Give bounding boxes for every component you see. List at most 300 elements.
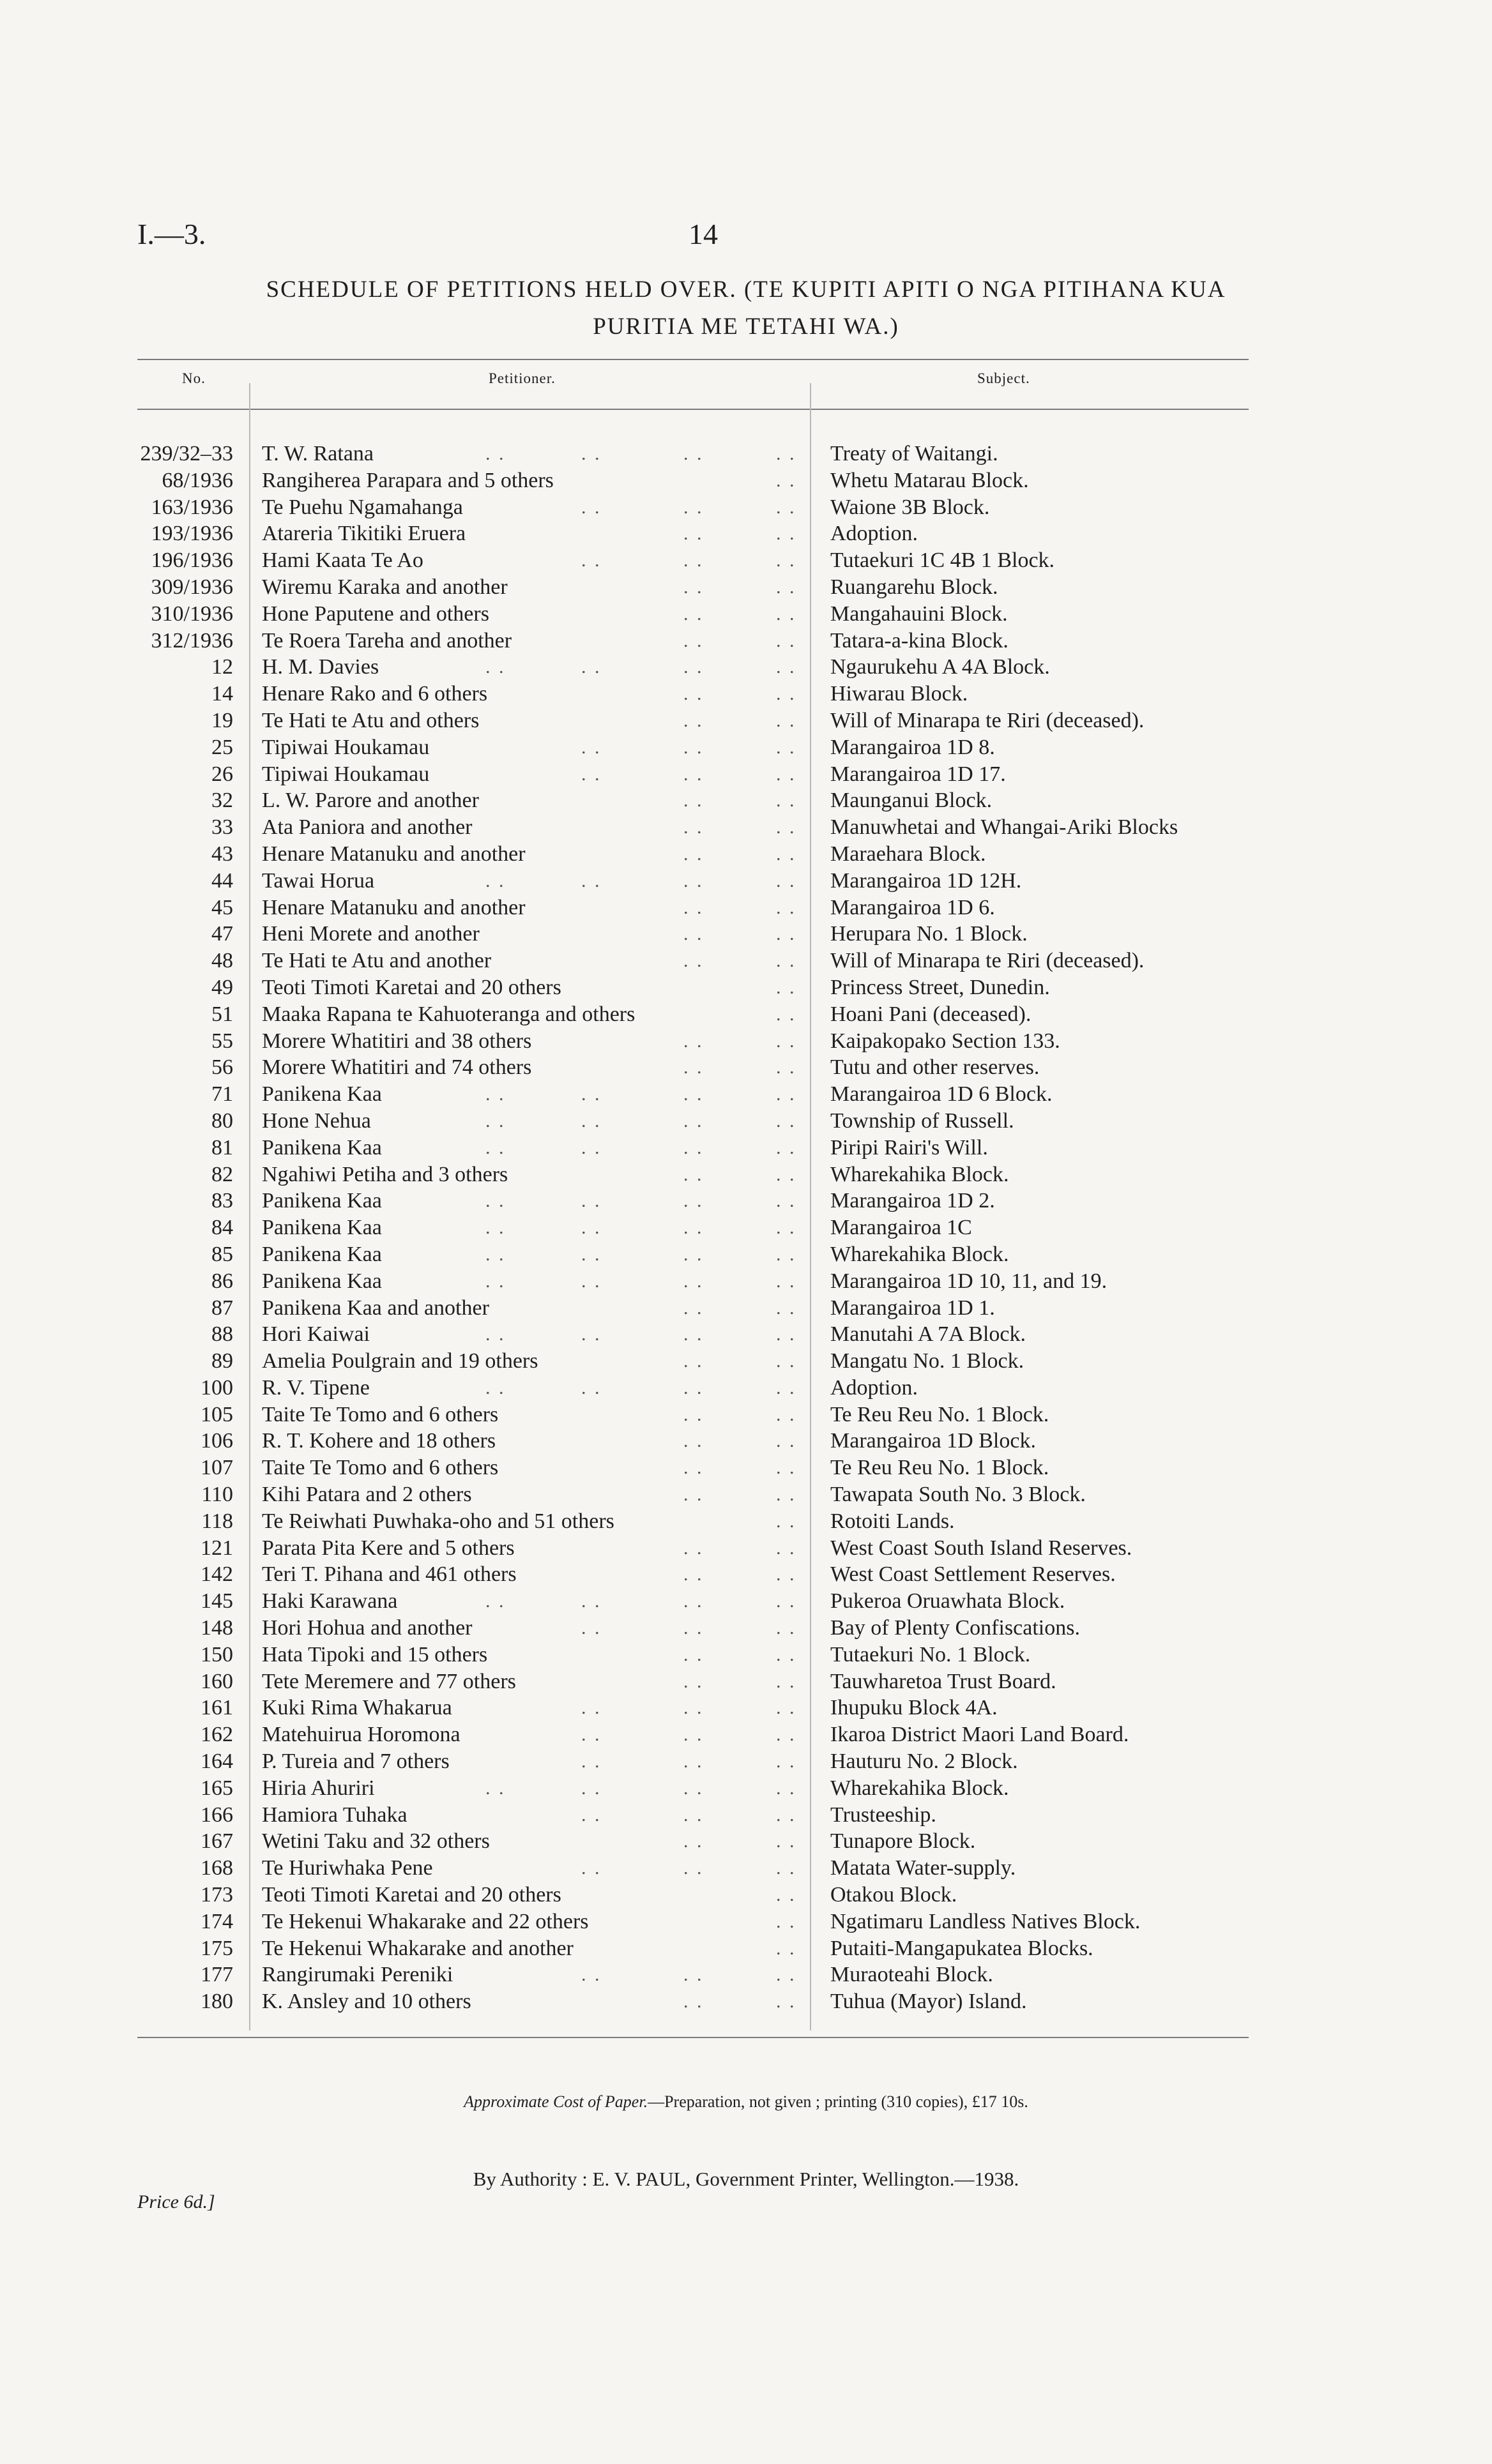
leader-dots: . . — [776, 817, 796, 838]
table-row — [137, 1988, 1249, 2015]
petition-number: 145 — [201, 1589, 233, 1614]
petitioner-name: L. W. Parore and another — [262, 789, 479, 813]
petition-number: 44 — [211, 868, 233, 893]
leader-dots: . . — [776, 1190, 796, 1212]
leader-dots: . . — [683, 870, 704, 891]
petition-number: 309/1936 — [151, 575, 233, 599]
leader-dots: . . — [776, 1564, 796, 1585]
petitioner-name: Hone Paputene and others — [262, 601, 489, 626]
header-bottom-rule — [137, 409, 1249, 410]
petitioner-name: Teri T. Pihana and 461 others — [262, 1562, 517, 1587]
leader-dots: . . — [683, 1430, 704, 1452]
leader-dots: . . — [581, 1190, 602, 1212]
leader-dots: . . — [581, 496, 602, 518]
petition-subject: Marangairoa 1D 10, 11, and 19. — [830, 1269, 1108, 1293]
petition-subject: Ihupuku Block 4A. — [830, 1696, 998, 1720]
petition-subject: Wharekahika Block. — [830, 1242, 1009, 1266]
leader-dots: . . — [581, 1377, 602, 1398]
petition-number: 47 — [211, 922, 233, 946]
leader-dots: . . — [683, 603, 704, 624]
leader-dots: . . — [776, 1964, 796, 1986]
petitioner-name: Wetini Taku and 32 others — [262, 1829, 490, 1854]
table-row — [137, 707, 1249, 734]
leader-dots: . . — [683, 443, 704, 464]
table-row — [137, 1481, 1249, 1508]
petition-subject: Trusteeship. — [830, 1803, 936, 1827]
leader-dots: . . — [776, 1457, 796, 1479]
petition-number: 43 — [211, 842, 233, 866]
petition-number: 161 — [201, 1696, 233, 1720]
table-row — [137, 441, 1249, 467]
table-row — [137, 1081, 1249, 1108]
leader-dots: . . — [776, 1084, 796, 1105]
leader-dots: . . — [776, 1991, 796, 2013]
table-row — [137, 1214, 1249, 1241]
leader-dots: . . — [683, 1190, 704, 1212]
leader-dots: . . — [776, 1591, 796, 1612]
petitioner-name: Panikena Kaa — [262, 1082, 382, 1107]
leader-dots: . . — [683, 1831, 704, 1852]
petition-subject: Matata Water-supply. — [830, 1856, 1016, 1880]
leader-dots: . . — [776, 1350, 796, 1372]
leader-dots: . . — [776, 1137, 796, 1158]
petition-subject: Marangairoa 1D 17. — [830, 762, 1006, 786]
leader-dots: . . — [485, 656, 506, 678]
table-row — [137, 1321, 1249, 1348]
petition-subject: Marangairoa 1D Block. — [830, 1429, 1036, 1453]
petitioner-name: Panikena Kaa — [262, 1135, 382, 1160]
petition-subject: Mangatu No. 1 Block. — [830, 1349, 1024, 1373]
petition-subject: Bay of Plenty Confiscations. — [830, 1616, 1080, 1640]
petition-number: 51 — [211, 1002, 233, 1026]
leader-dots: . . — [776, 790, 796, 812]
petition-subject: Tunapore Block. — [830, 1829, 976, 1854]
petition-subject: Marangairoa 1D 1. — [830, 1296, 995, 1320]
leader-dots: . . — [776, 603, 796, 624]
petitioner-name: Tete Meremere and 77 others — [262, 1669, 516, 1693]
petitioner-name: Ata Paniora and another — [262, 815, 473, 840]
petition-subject: Whetu Matarau Block. — [830, 468, 1029, 492]
petitions-table — [137, 441, 1249, 2015]
leader-dots: . . — [581, 1110, 602, 1131]
page-code: I.—3. — [137, 218, 206, 250]
leader-dots: . . — [683, 550, 704, 571]
leader-dots: . . — [776, 523, 796, 545]
table-row — [137, 494, 1249, 521]
leader-dots: . . — [776, 1910, 796, 1932]
leader-dots: . . — [776, 1057, 796, 1078]
petition-subject: Muraoteahi Block. — [830, 1963, 993, 1987]
petition-subject: Tauwharetoa Trust Board. — [830, 1669, 1056, 1693]
petitioner-name: Kihi Patara and 2 others — [262, 1483, 472, 1507]
petition-subject: Marangairoa 1D 8. — [830, 735, 995, 759]
petitioner-name: Teoti Timoti Karetai and 20 others — [262, 975, 561, 999]
leader-dots: . . — [776, 1003, 796, 1025]
petition-number: 148 — [201, 1616, 233, 1640]
leader-dots: . . — [485, 1110, 506, 1131]
petitioner-name: Hiria Ahuriri — [262, 1776, 375, 1800]
leader-dots: . . — [683, 1724, 704, 1746]
leader-dots: . . — [683, 1991, 704, 2013]
table-row — [137, 1908, 1249, 1935]
table-row — [137, 1961, 1249, 1988]
leader-dots: . . — [581, 1777, 602, 1799]
leader-dots: . . — [776, 1484, 796, 1506]
table-row — [137, 654, 1249, 681]
petition-number: 164 — [201, 1750, 233, 1774]
petitioner-name: Te Roera Tareha and another — [262, 628, 512, 653]
leader-dots: . . — [683, 817, 704, 838]
leader-dots: . . — [683, 630, 704, 651]
petition-subject: Adoption. — [830, 1375, 918, 1400]
leader-dots: . . — [683, 1964, 704, 1986]
petition-number: 68/1936 — [162, 468, 233, 492]
cost-footnote-label: Approximate Cost of Paper. — [464, 2092, 648, 2111]
petition-subject: Tutaekuri No. 1 Block. — [830, 1642, 1031, 1667]
petition-subject: Te Reu Reu No. 1 Block. — [830, 1456, 1049, 1480]
petition-number: 19 — [211, 708, 233, 732]
leader-dots: . . — [485, 1591, 506, 1612]
petitioner-name: Te Hekenui Whakarake and another — [262, 1936, 574, 1960]
petition-number: 177 — [201, 1963, 233, 1987]
petition-subject: Ruangarehu Block. — [830, 575, 998, 599]
leader-dots: . . — [683, 496, 704, 518]
petition-subject: Tuhua (Mayor) Island. — [830, 1990, 1027, 2014]
leader-dots: . . — [776, 896, 796, 918]
leader-dots: . . — [581, 1137, 602, 1158]
petitioner-name: Hami Kaata Te Ao — [262, 548, 423, 573]
column-header-petitioner: Petitioner. — [489, 370, 556, 386]
petition-subject: Otakou Block. — [830, 1883, 957, 1907]
petition-number: 160 — [201, 1669, 233, 1693]
leader-dots: . . — [683, 1243, 704, 1265]
petition-subject: Hauturu No. 2 Block. — [830, 1750, 1018, 1774]
petition-number: 12 — [211, 655, 233, 679]
leader-dots: . . — [683, 763, 704, 785]
table-row — [137, 1775, 1249, 1802]
leader-dots: . . — [776, 736, 796, 758]
table-row — [137, 628, 1249, 654]
leader-dots: . . — [485, 1777, 506, 1799]
petition-number: 150 — [201, 1642, 233, 1667]
table-row — [137, 1348, 1249, 1375]
leader-dots: . . — [683, 1030, 704, 1052]
leader-dots: . . — [581, 550, 602, 571]
table-row — [137, 787, 1249, 814]
leader-dots: . . — [776, 870, 796, 891]
leader-dots: . . — [776, 1537, 796, 1559]
petition-subject: Will of Minarapa te Riri (deceased). — [830, 949, 1145, 973]
petitioner-name: Te Hati te Atu and others — [262, 708, 480, 732]
petitioner-name: Morere Whatitiri and 38 others — [262, 1029, 532, 1053]
leader-dots: . . — [485, 1324, 506, 1345]
petition-subject: Ngaurukehu A 4A Block. — [830, 655, 1050, 679]
table-row — [137, 921, 1249, 948]
petitioner-name: Morere Whatitiri and 74 others — [262, 1055, 532, 1080]
petition-subject: Will of Minarapa te Riri (deceased). — [830, 708, 1145, 732]
petition-subject: Herupara No. 1 Block. — [830, 922, 1028, 946]
petitioner-name: Amelia Poulgrain and 19 others — [262, 1349, 538, 1373]
petition-subject: Kaipakopako Section 133. — [830, 1029, 1060, 1053]
petition-subject: Wharekahika Block. — [830, 1776, 1009, 1800]
petition-subject: Marangairoa 1D 2. — [830, 1189, 995, 1213]
table-row — [137, 1295, 1249, 1322]
petition-number: 175 — [201, 1936, 233, 1960]
petition-number: 310/1936 — [151, 601, 233, 626]
leader-dots: . . — [485, 870, 506, 891]
table-row — [137, 1561, 1249, 1588]
leader-dots: . . — [776, 1217, 796, 1239]
petition-number: 56 — [211, 1055, 233, 1080]
leader-dots: . . — [776, 1724, 796, 1746]
table-top-rule — [137, 359, 1249, 360]
leader-dots: . . — [683, 576, 704, 598]
petition-subject: Manutahi A 7A Block. — [830, 1322, 1026, 1347]
leader-dots: . . — [683, 656, 704, 678]
leader-dots: . . — [776, 1030, 796, 1052]
petition-subject: Marangairoa 1C — [830, 1216, 972, 1240]
leader-dots: . . — [683, 736, 704, 758]
petition-subject: Tawapata South No. 3 Block. — [830, 1483, 1086, 1507]
petitioner-name: Panikena Kaa — [262, 1216, 382, 1240]
petition-subject: Piripi Rairi's Will. — [830, 1135, 988, 1160]
petitioner-name: Panikena Kaa — [262, 1242, 382, 1266]
petition-subject: Ngatimaru Landless Natives Block. — [830, 1909, 1141, 1933]
leader-dots: . . — [683, 1484, 704, 1506]
petition-number: 167 — [201, 1829, 233, 1854]
leader-dots: . . — [683, 896, 704, 918]
leader-dots: . . — [683, 1804, 704, 1825]
petition-subject: Hoani Pani (deceased). — [830, 1002, 1031, 1026]
petition-subject: Marangairoa 1D 6. — [830, 895, 995, 919]
table-row — [137, 1855, 1249, 1882]
leader-dots: . . — [581, 1964, 602, 1986]
petitioner-name: Wiremu Karaka and another — [262, 575, 508, 599]
column-header-subject: Subject. — [977, 370, 1030, 386]
table-row — [137, 1642, 1249, 1668]
petition-subject: Mangahauini Block. — [830, 601, 1008, 626]
table-row — [137, 1535, 1249, 1562]
leader-dots: . . — [683, 1777, 704, 1799]
leader-dots: . . — [683, 843, 704, 865]
petition-number: 196/1936 — [151, 548, 233, 573]
leader-dots: . . — [581, 1084, 602, 1105]
petition-subject: Putaiti-Mangapukatea Blocks. — [830, 1936, 1093, 1960]
table-row — [137, 734, 1249, 761]
petitioner-name: R. V. Tipene — [262, 1375, 370, 1400]
leader-dots: . . — [683, 1537, 704, 1559]
petition-subject: West Coast Settlement Reserves. — [830, 1562, 1116, 1587]
petition-number: 100 — [201, 1375, 233, 1400]
petition-number: 163/1936 — [151, 495, 233, 519]
leader-dots: . . — [485, 1377, 506, 1398]
petition-number: 48 — [211, 949, 233, 973]
leader-dots: . . — [683, 1057, 704, 1078]
leader-dots: . . — [485, 1270, 506, 1292]
leader-dots: . . — [581, 1270, 602, 1292]
leader-dots: . . — [683, 709, 704, 731]
leader-dots: . . — [776, 550, 796, 571]
leader-dots: . . — [776, 630, 796, 651]
leader-dots: . . — [776, 1110, 796, 1131]
petition-number: 165 — [201, 1776, 233, 1800]
schedule-title-line-1: SCHEDULE OF PETITIONS HELD OVER. (TE KUPITI APITI O NGA PITIHANA KUA — [266, 276, 1226, 303]
table-row — [137, 1135, 1249, 1161]
petitioner-name: Panikena Kaa — [262, 1189, 382, 1213]
petitioner-name: Te Puehu Ngamahanga — [262, 495, 463, 519]
petitioner-name: Tipiwai Houkamau — [262, 735, 430, 759]
petition-number: 162 — [201, 1723, 233, 1747]
petitioner-name: Hori Hohua and another — [262, 1616, 473, 1640]
petition-number: 193/1936 — [151, 522, 233, 546]
leader-dots: . . — [581, 1217, 602, 1239]
leader-dots: . . — [683, 1751, 704, 1772]
table-row — [137, 1001, 1249, 1028]
petition-subject: Manuwhetai and Whangai-Ariki Blocks — [830, 815, 1178, 840]
petition-number: 312/1936 — [151, 628, 233, 653]
petitioner-name: Hata Tipoki and 15 others — [262, 1642, 488, 1667]
petition-number: 89 — [211, 1349, 233, 1373]
table-row — [137, 1935, 1249, 1962]
leader-dots: . . — [776, 1670, 796, 1692]
petition-subject: Tatara-a-kina Block. — [830, 628, 1009, 653]
leader-dots: . . — [776, 843, 796, 865]
leader-dots: . . — [581, 1324, 602, 1345]
table-row — [137, 974, 1249, 1001]
leader-dots: . . — [683, 1270, 704, 1292]
petition-subject: Adoption. — [830, 522, 918, 546]
leader-dots: . . — [776, 1510, 796, 1532]
petition-number: 71 — [211, 1082, 233, 1107]
table-row — [137, 1161, 1249, 1188]
leader-dots: . . — [683, 1857, 704, 1879]
table-row — [137, 1428, 1249, 1455]
leader-dots: . . — [776, 923, 796, 945]
leader-dots: . . — [581, 1857, 602, 1879]
leader-dots: . . — [776, 1617, 796, 1639]
petitioner-name: H. M. Davies — [262, 655, 379, 679]
leader-dots: . . — [581, 1243, 602, 1265]
petition-number: 87 — [211, 1296, 233, 1320]
petition-number: 55 — [211, 1029, 233, 1053]
leader-dots: . . — [683, 1591, 704, 1612]
petition-number: 26 — [211, 762, 233, 786]
leader-dots: . . — [581, 1697, 602, 1719]
leader-dots: . . — [776, 443, 796, 464]
petition-number: 45 — [211, 895, 233, 919]
table-row — [137, 1108, 1249, 1135]
petitioner-name: Tipiwai Houkamau — [262, 762, 430, 786]
petition-number: 14 — [211, 682, 233, 706]
leader-dots: . . — [776, 1430, 796, 1452]
table-row — [137, 1455, 1249, 1481]
page-number: 14 — [689, 218, 718, 250]
petitioner-name: Panikena Kaa — [262, 1269, 382, 1293]
petition-subject: West Coast South Island Reserves. — [830, 1536, 1132, 1560]
table-row — [137, 1828, 1249, 1855]
petitioner-name: Hone Nehua — [262, 1108, 371, 1133]
table-row — [137, 1188, 1249, 1214]
leader-dots: . . — [485, 1243, 506, 1265]
leader-dots: . . — [776, 1697, 796, 1719]
petition-subject: Marangairoa 1D 12H. — [830, 868, 1022, 893]
petition-number: 82 — [211, 1162, 233, 1186]
leader-dots: . . — [776, 1857, 796, 1879]
petition-number: 110 — [201, 1483, 233, 1507]
petition-subject: Rotoiti Lands. — [830, 1509, 955, 1533]
petition-number: 174 — [201, 1909, 233, 1933]
table-row — [137, 841, 1249, 868]
table-row — [137, 601, 1249, 628]
leader-dots: . . — [776, 950, 796, 972]
leader-dots: . . — [683, 1564, 704, 1585]
leader-dots: . . — [776, 1243, 796, 1265]
petition-number: 86 — [211, 1269, 233, 1293]
leader-dots: . . — [776, 1324, 796, 1345]
table-row — [137, 1615, 1249, 1642]
leader-dots: . . — [776, 976, 796, 998]
column-header-no: No. — [182, 370, 206, 386]
petition-number: 81 — [211, 1135, 233, 1160]
petition-number: 88 — [211, 1322, 233, 1347]
petition-number: 33 — [211, 815, 233, 840]
leader-dots: . . — [776, 656, 796, 678]
petition-subject: Te Reu Reu No. 1 Block. — [830, 1402, 1049, 1426]
petition-number: 25 — [211, 735, 233, 759]
petition-number: 180 — [201, 1990, 233, 2014]
petition-subject: Wharekahika Block. — [830, 1162, 1009, 1186]
petition-number: 84 — [211, 1216, 233, 1240]
petitioner-name: Rangirumaki Pereniki — [262, 1963, 453, 1987]
petitioner-name: R. T. Kohere and 18 others — [262, 1429, 496, 1453]
petition-number: 80 — [211, 1108, 233, 1133]
leader-dots: . . — [683, 1324, 704, 1345]
petition-number: 105 — [201, 1402, 233, 1426]
petitioner-name: Teoti Timoti Karetai and 20 others — [262, 1883, 561, 1907]
leader-dots: . . — [581, 736, 602, 758]
petitioner-name: Maaka Rapana te Kahuoteranga and others — [262, 1002, 636, 1026]
leader-dots: . . — [683, 1377, 704, 1398]
leader-dots: . . — [776, 1403, 796, 1425]
petition-number: 239/32–33 — [140, 442, 233, 465]
petitioner-name: Henare Rako and 6 others — [262, 682, 488, 706]
leader-dots: . . — [776, 1937, 796, 1959]
cost-footnote — [0, 2092, 1492, 2112]
petition-number: 32 — [211, 789, 233, 813]
petitioner-name: K. Ansley and 10 others — [262, 1990, 471, 2014]
leader-dots: . . — [776, 1777, 796, 1799]
leader-dots: . . — [776, 683, 796, 705]
table-row — [137, 761, 1249, 788]
table-row — [137, 1588, 1249, 1615]
petitioner-name: Ngahiwi Petiha and 3 others — [262, 1162, 508, 1186]
petition-number: 118 — [201, 1509, 233, 1533]
table-row — [137, 1241, 1249, 1268]
leader-dots: . . — [776, 1297, 796, 1319]
leader-dots: . . — [485, 1190, 506, 1212]
petitioner-name: Taite Te Tomo and 6 others — [262, 1456, 499, 1480]
leader-dots: . . — [581, 1804, 602, 1825]
printer-authority: By Authority : E. V. PAUL, Government Printer, Wellington.—1938. — [473, 2168, 1019, 2190]
leader-dots: . . — [485, 1217, 506, 1239]
leader-dots: . . — [776, 1751, 796, 1772]
leader-dots: . . — [683, 1644, 704, 1665]
table-row — [137, 574, 1249, 601]
petition-subject: Hiwarau Block. — [830, 682, 968, 706]
table-row — [137, 1802, 1249, 1829]
table-row — [137, 1028, 1249, 1055]
leader-dots: . . — [683, 1697, 704, 1719]
